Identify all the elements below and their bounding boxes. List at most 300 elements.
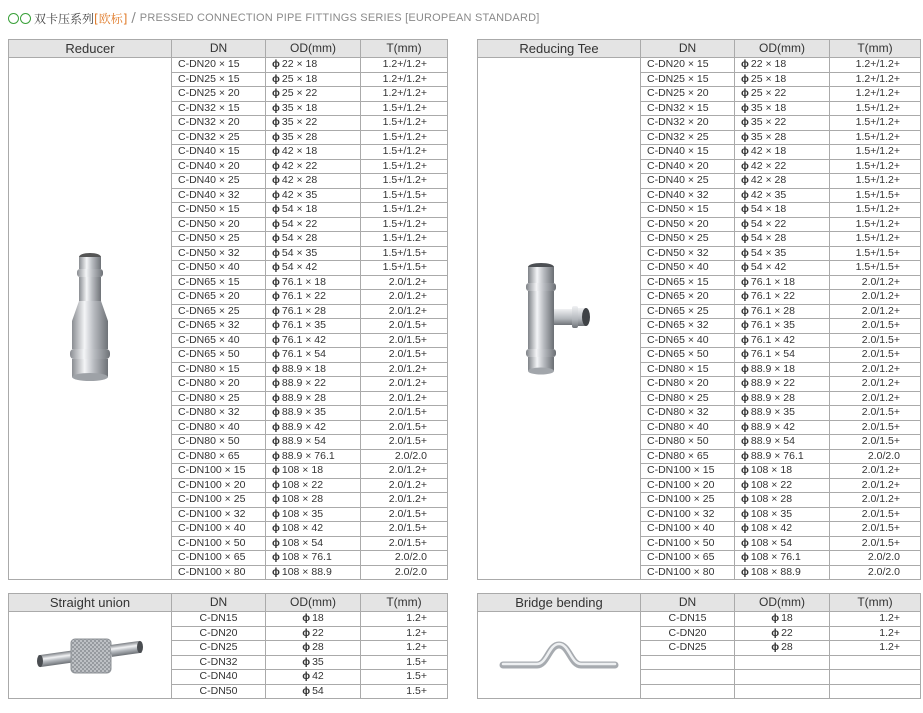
cell-od bbox=[266, 261, 361, 276]
cell-od bbox=[735, 612, 830, 627]
cell-od bbox=[266, 655, 361, 670]
cell-od-value: 42 × 35 bbox=[281, 188, 318, 201]
circle-icon bbox=[20, 13, 31, 24]
cell-od-value: 88.9 × 35 bbox=[281, 406, 326, 418]
cell-od bbox=[735, 232, 830, 247]
cell-t: 1.5+/1.2+ bbox=[830, 116, 921, 131]
diameter-symbol: ϕ bbox=[741, 362, 749, 375]
cell-od bbox=[266, 130, 361, 145]
cell-od-value: 28 bbox=[312, 641, 324, 653]
cell-dn: C-DN100 × 40 bbox=[641, 522, 735, 537]
cell-dn: C-DN40 × 20 bbox=[172, 159, 266, 174]
cell-od bbox=[266, 72, 361, 87]
cell-dn: C-DN40 × 32 bbox=[641, 188, 735, 203]
diameter-symbol: ϕ bbox=[741, 203, 749, 215]
cell-dn: C-DN100 × 65 bbox=[641, 551, 735, 566]
diameter-symbol: ϕ bbox=[272, 319, 280, 331]
cell-od bbox=[266, 362, 361, 377]
cell-od-value: 76.1 × 35 bbox=[750, 319, 795, 331]
cell-od-value: 88.9 × 76.1 bbox=[750, 449, 804, 462]
cell-od-value: 35 × 28 bbox=[750, 130, 787, 143]
cell-t: 2.0/1.5+ bbox=[830, 435, 921, 450]
cell-od-value: 54 × 18 bbox=[281, 203, 318, 215]
col-dn: DN bbox=[172, 594, 266, 612]
cell-od bbox=[266, 536, 361, 551]
cell-dn bbox=[641, 670, 735, 685]
cell-od-value: 22 bbox=[312, 626, 324, 639]
cell-od-value: 108 × 88.9 bbox=[750, 565, 801, 578]
cell-od-value: 88.9 × 22 bbox=[750, 377, 795, 389]
diameter-symbol: ϕ bbox=[272, 565, 280, 578]
cell-dn: C-DN80 × 25 bbox=[641, 391, 735, 406]
cell-od bbox=[735, 478, 830, 493]
cell-t: 1.2+ bbox=[830, 641, 921, 656]
table-row bbox=[478, 612, 921, 627]
cell-dn: C-DN40 × 15 bbox=[641, 145, 735, 160]
cell-od-value: 108 × 42 bbox=[750, 522, 793, 534]
cell-t: 1.2+ bbox=[361, 626, 448, 641]
cell-od bbox=[266, 58, 361, 73]
cell-t bbox=[830, 684, 921, 699]
cell-t: 1.5+ bbox=[361, 684, 448, 699]
cell-od bbox=[735, 174, 830, 189]
cell-t: 1.2+/1.2+ bbox=[830, 87, 921, 102]
diameter-symbol: ϕ bbox=[741, 348, 749, 360]
diameter-symbol: ϕ bbox=[272, 420, 280, 433]
cell-od bbox=[735, 420, 830, 435]
cell-od-value: 88.9 × 54 bbox=[281, 435, 326, 447]
cell-t: 1.2+ bbox=[830, 626, 921, 641]
cell-od bbox=[735, 145, 830, 160]
cell-t: 2.0/1.5+ bbox=[361, 536, 448, 551]
cell-od bbox=[266, 641, 361, 656]
cell-od bbox=[266, 159, 361, 174]
cell-od bbox=[735, 377, 830, 392]
cell-dn: C-DN65 × 50 bbox=[172, 348, 266, 363]
cell-od bbox=[266, 493, 361, 508]
diameter-symbol: ϕ bbox=[741, 464, 749, 476]
cell-od-value: 54 × 42 bbox=[750, 261, 787, 273]
product-image-cell bbox=[9, 58, 172, 580]
cell-t: 1.5+/1.2+ bbox=[361, 130, 448, 145]
cell-t: 2.0/1.5+ bbox=[830, 420, 921, 435]
cell-dn: C-DN32 × 20 bbox=[641, 116, 735, 131]
cell-dn: C-DN100 × 80 bbox=[641, 565, 735, 580]
cell-od bbox=[735, 333, 830, 348]
cell-t bbox=[830, 670, 921, 685]
diameter-symbol: ϕ bbox=[741, 174, 749, 186]
cell-od-value: 54 × 28 bbox=[750, 232, 787, 244]
cell-t: 1.5+/1.2+ bbox=[361, 217, 448, 232]
cell-od-value: 108 × 54 bbox=[750, 536, 793, 549]
cell-t: 1.5+/1.2+ bbox=[361, 116, 448, 131]
diameter-symbol: ϕ bbox=[272, 87, 280, 99]
cell-od bbox=[735, 58, 830, 73]
cell-dn: C-DN25 × 15 bbox=[172, 72, 266, 87]
diameter-symbol: ϕ bbox=[272, 348, 280, 360]
col-dn: DN bbox=[172, 40, 266, 58]
cell-od-value: 108 × 18 bbox=[750, 464, 793, 476]
cell-od-value: 88.9 × 18 bbox=[750, 362, 795, 375]
cell-dn: C-DN65 × 32 bbox=[641, 319, 735, 334]
cell-od bbox=[266, 507, 361, 522]
cell-od-value: 108 × 76.1 bbox=[281, 551, 332, 563]
cell-dn: C-DN80 × 20 bbox=[172, 377, 266, 392]
cell-od bbox=[266, 174, 361, 189]
product-name: Straight union bbox=[9, 594, 172, 612]
cell-t: 2.0/1.5+ bbox=[361, 348, 448, 363]
cell-t: 2.0/1.2+ bbox=[361, 290, 448, 305]
cell-dn: C-DN100 × 15 bbox=[641, 464, 735, 479]
cell-od-value: 76.1 × 18 bbox=[750, 275, 795, 288]
cell-od bbox=[266, 551, 361, 566]
cell-dn: C-DN65 × 40 bbox=[641, 333, 735, 348]
cell-t: 2.0/1.2+ bbox=[830, 362, 921, 377]
cell-dn: C-DN100 × 32 bbox=[641, 507, 735, 522]
cell-od-value: 88.9 × 28 bbox=[281, 391, 326, 404]
cell-od bbox=[266, 670, 361, 685]
cell-t: 1.5+/1.2+ bbox=[361, 232, 448, 247]
cell-t: 1.5+/1.5+ bbox=[361, 246, 448, 261]
diameter-symbol: ϕ bbox=[771, 626, 780, 639]
cell-od-value: 42 × 22 bbox=[750, 159, 787, 172]
cell-od-value: 76.1 × 22 bbox=[750, 290, 795, 302]
cell-dn: C-DN25 × 15 bbox=[641, 72, 735, 87]
diameter-symbol: ϕ bbox=[272, 275, 280, 288]
cell-t: 2.0/1.5+ bbox=[361, 420, 448, 435]
diameter-symbol: ϕ bbox=[272, 101, 280, 114]
product-name: Bridge bending bbox=[478, 594, 641, 612]
circle-icon bbox=[8, 13, 19, 24]
cell-od bbox=[735, 72, 830, 87]
cell-t: 2.0/1.2+ bbox=[361, 362, 448, 377]
cell-dn: C-DN50 × 32 bbox=[172, 246, 266, 261]
cell-od bbox=[735, 130, 830, 145]
cell-dn: C-DN32 × 25 bbox=[641, 130, 735, 145]
diameter-symbol: ϕ bbox=[272, 507, 280, 520]
cell-t: 1.5+/1.2+ bbox=[830, 130, 921, 145]
cell-od bbox=[266, 406, 361, 421]
cell-dn bbox=[641, 655, 735, 670]
cell-od bbox=[266, 290, 361, 305]
cell-t: 1.2+ bbox=[361, 612, 448, 627]
cell-t: 1.5+/1.2+ bbox=[361, 174, 448, 189]
cell-dn: C-DN50 bbox=[172, 684, 266, 699]
diameter-symbol: ϕ bbox=[302, 641, 311, 653]
cell-dn: C-DN65 × 25 bbox=[172, 304, 266, 319]
cell-t: 1.5+/1.2+ bbox=[830, 145, 921, 160]
diameter-symbol: ϕ bbox=[741, 536, 749, 549]
cell-od bbox=[735, 641, 830, 656]
cell-t: 1.2+/1.2+ bbox=[361, 87, 448, 102]
diameter-symbol: ϕ bbox=[741, 217, 749, 230]
diameter-symbol: ϕ bbox=[272, 217, 280, 230]
col-dn: DN bbox=[641, 40, 735, 58]
cell-od-value: 42 × 35 bbox=[750, 188, 787, 201]
cell-dn: C-DN50 × 15 bbox=[641, 203, 735, 218]
cell-od bbox=[735, 101, 830, 116]
cell-od-value: 108 × 22 bbox=[281, 478, 324, 491]
col-dn: DN bbox=[641, 594, 735, 612]
cell-od bbox=[735, 246, 830, 261]
cell-t: 2.0/2.0 bbox=[830, 449, 921, 464]
cell-dn: C-DN25 × 20 bbox=[641, 87, 735, 102]
diameter-symbol: ϕ bbox=[741, 377, 749, 389]
reducer-fitting-image bbox=[60, 249, 120, 389]
cell-t: 2.0/1.2+ bbox=[830, 478, 921, 493]
cell-od bbox=[735, 565, 830, 580]
cell-od bbox=[735, 217, 830, 232]
cell-dn: C-DN32 × 20 bbox=[172, 116, 266, 131]
diameter-symbol: ϕ bbox=[302, 626, 311, 639]
cell-dn: C-DN65 × 50 bbox=[641, 348, 735, 363]
diameter-symbol: ϕ bbox=[741, 522, 749, 534]
cell-dn: C-DN100 × 20 bbox=[641, 478, 735, 493]
cell-od-value: 35 × 22 bbox=[750, 116, 787, 128]
diameter-symbol: ϕ bbox=[741, 232, 749, 244]
cell-od-value: 35 × 18 bbox=[750, 101, 787, 114]
diameter-symbol: ϕ bbox=[272, 333, 280, 346]
diameter-symbol: ϕ bbox=[741, 261, 749, 273]
cell-od bbox=[266, 449, 361, 464]
reducing-tee-fitting-image bbox=[519, 259, 599, 379]
cell-t: 1.5+/1.5+ bbox=[830, 246, 921, 261]
cell-dn: C-DN40 × 20 bbox=[641, 159, 735, 174]
cell-od bbox=[266, 116, 361, 131]
cell-t: 1.2+/1.2+ bbox=[361, 72, 448, 87]
table-row bbox=[9, 612, 448, 627]
cell-od bbox=[266, 612, 361, 627]
cell-dn: C-DN80 × 65 bbox=[172, 449, 266, 464]
cell-od-value: 88.9 × 42 bbox=[750, 420, 795, 433]
cell-od-value: 54 × 35 bbox=[750, 246, 787, 259]
cell-dn: C-DN100 × 20 bbox=[172, 478, 266, 493]
diameter-symbol: ϕ bbox=[741, 333, 749, 346]
cell-od-value: 88.9 × 28 bbox=[750, 391, 795, 404]
cell-od-value: 108 × 22 bbox=[750, 478, 793, 491]
cell-od bbox=[266, 626, 361, 641]
cell-dn: C-DN65 × 40 bbox=[172, 333, 266, 348]
cell-od bbox=[735, 348, 830, 363]
diameter-symbol: ϕ bbox=[741, 101, 749, 114]
cell-od bbox=[735, 159, 830, 174]
cell-od bbox=[735, 362, 830, 377]
diameter-symbol: ϕ bbox=[741, 406, 749, 418]
diameter-symbol: ϕ bbox=[771, 641, 780, 653]
diameter-symbol: ϕ bbox=[272, 174, 280, 186]
diameter-symbol: ϕ bbox=[741, 188, 749, 201]
cell-t: 2.0/1.5+ bbox=[830, 536, 921, 551]
cell-od-value: 76.1 × 28 bbox=[750, 304, 795, 317]
diameter-symbol: ϕ bbox=[302, 655, 311, 668]
cell-dn: C-DN65 × 20 bbox=[172, 290, 266, 305]
cell-od bbox=[735, 275, 830, 290]
diameter-symbol: ϕ bbox=[272, 159, 280, 172]
cell-dn: C-DN32 × 15 bbox=[172, 101, 266, 116]
cell-t: 2.0/1.5+ bbox=[830, 319, 921, 334]
cell-dn: C-DN40 × 32 bbox=[172, 188, 266, 203]
cell-od bbox=[735, 655, 830, 670]
cell-od bbox=[735, 464, 830, 479]
cell-t: 2.0/1.2+ bbox=[361, 478, 448, 493]
diameter-symbol: ϕ bbox=[741, 420, 749, 433]
cell-dn: C-DN25 bbox=[172, 641, 266, 656]
cell-t: 1.5+ bbox=[361, 670, 448, 685]
cell-od bbox=[735, 551, 830, 566]
cell-od bbox=[266, 333, 361, 348]
cell-od bbox=[735, 290, 830, 305]
col-od: OD(mm) bbox=[735, 594, 830, 612]
cell-t: 1.2+ bbox=[361, 641, 448, 656]
diameter-symbol: ϕ bbox=[272, 145, 280, 157]
diameter-symbol: ϕ bbox=[771, 612, 780, 624]
cell-dn: C-DN40 bbox=[172, 670, 266, 685]
cell-od bbox=[266, 145, 361, 160]
cell-od bbox=[266, 478, 361, 493]
cell-od bbox=[735, 391, 830, 406]
cell-dn: C-DN100 × 25 bbox=[641, 493, 735, 508]
reducer-table bbox=[8, 39, 448, 580]
product-image-cell bbox=[9, 612, 172, 699]
cell-t: 1.5+/1.2+ bbox=[830, 101, 921, 116]
cell-od-value: 18 bbox=[312, 612, 324, 624]
bridge-bending-fitting-image bbox=[499, 635, 619, 675]
cell-od bbox=[266, 420, 361, 435]
cell-od-value: 76.1 × 22 bbox=[281, 290, 326, 302]
diameter-symbol: ϕ bbox=[741, 507, 749, 520]
cell-od-value: 76.1 × 54 bbox=[750, 348, 795, 360]
reducing-tee-table bbox=[477, 39, 921, 580]
cell-t: 1.5+/1.5+ bbox=[361, 188, 448, 203]
cell-t: 2.0/1.5+ bbox=[361, 522, 448, 537]
cell-dn: C-DN40 × 25 bbox=[641, 174, 735, 189]
diameter-symbol: ϕ bbox=[302, 684, 311, 697]
diameter-symbol: ϕ bbox=[741, 72, 749, 85]
cell-dn: C-DN100 × 32 bbox=[172, 507, 266, 522]
cell-t: 1.2+/1.2+ bbox=[361, 58, 448, 73]
cell-t: 2.0/1.5+ bbox=[830, 522, 921, 537]
cell-od-value: 76.1 × 54 bbox=[281, 348, 326, 360]
cell-dn: C-DN32 × 25 bbox=[172, 130, 266, 145]
diameter-symbol: ϕ bbox=[741, 565, 749, 578]
cell-dn: C-DN25 × 20 bbox=[172, 87, 266, 102]
cell-dn: C-DN80 × 32 bbox=[641, 406, 735, 421]
cell-dn: C-DN100 × 15 bbox=[172, 464, 266, 479]
cell-od bbox=[266, 319, 361, 334]
cell-dn: C-DN80 × 25 bbox=[172, 391, 266, 406]
col-t: T(mm) bbox=[830, 594, 921, 612]
diameter-symbol: ϕ bbox=[272, 478, 280, 491]
cell-od-value: 108 × 18 bbox=[281, 464, 324, 476]
diameter-symbol: ϕ bbox=[741, 449, 749, 462]
cell-od-value: 76.1 × 28 bbox=[281, 304, 326, 317]
cell-od-value: 76.1 × 42 bbox=[281, 333, 326, 346]
cell-dn: C-DN100 × 65 bbox=[172, 551, 266, 566]
cell-od bbox=[735, 319, 830, 334]
cell-dn: C-DN50 × 25 bbox=[641, 232, 735, 247]
cell-dn: C-DN65 × 32 bbox=[172, 319, 266, 334]
page-header bbox=[8, 8, 540, 28]
cell-od bbox=[266, 275, 361, 290]
cell-dn: C-DN80 × 50 bbox=[172, 435, 266, 450]
cell-t: 2.0/1.2+ bbox=[830, 391, 921, 406]
cell-dn: C-DN100 × 80 bbox=[172, 565, 266, 580]
cell-od bbox=[266, 522, 361, 537]
diameter-symbol: ϕ bbox=[741, 493, 749, 505]
cell-t: 1.5+/1.2+ bbox=[361, 159, 448, 174]
cell-od bbox=[266, 435, 361, 450]
cell-t: 1.2+ bbox=[830, 612, 921, 627]
cell-dn: C-DN100 × 40 bbox=[172, 522, 266, 537]
diameter-symbol: ϕ bbox=[741, 391, 749, 404]
cell-t: 2.0/1.2+ bbox=[361, 493, 448, 508]
cell-t: 2.0/1.5+ bbox=[361, 333, 448, 348]
cell-od-value: 54 × 22 bbox=[750, 217, 787, 230]
cell-od-value: 108 × 28 bbox=[750, 493, 793, 505]
diameter-symbol: ϕ bbox=[741, 478, 749, 491]
cell-dn: C-DN20 bbox=[641, 626, 735, 641]
cell-t: 2.0/1.2+ bbox=[361, 377, 448, 392]
cell-t: 1.2+/1.2+ bbox=[830, 58, 921, 73]
cell-t: 1.5+/1.2+ bbox=[830, 232, 921, 247]
cell-t: 2.0/1.2+ bbox=[361, 391, 448, 406]
cell-od-value: 22 × 18 bbox=[281, 58, 318, 70]
cell-dn: C-DN65 × 15 bbox=[172, 275, 266, 290]
cell-od-value: 108 × 42 bbox=[281, 522, 324, 534]
cell-od bbox=[735, 507, 830, 522]
cell-od-value: 22 bbox=[781, 626, 793, 639]
cell-od-value: 88.9 × 18 bbox=[281, 362, 326, 375]
cell-od-value: 88.9 × 76.1 bbox=[281, 449, 335, 462]
cell-dn: C-DN65 × 15 bbox=[641, 275, 735, 290]
product-image-cell bbox=[478, 58, 641, 580]
cell-dn: C-DN20 bbox=[172, 626, 266, 641]
cell-od bbox=[735, 626, 830, 641]
cell-t: 2.0/1.2+ bbox=[830, 377, 921, 392]
straight-union-fitting-image bbox=[35, 625, 145, 685]
cell-t: 1.5+/1.2+ bbox=[361, 203, 448, 218]
cell-od-value: 42 × 18 bbox=[750, 145, 787, 157]
cell-dn: C-DN80 × 15 bbox=[641, 362, 735, 377]
col-t: T(mm) bbox=[830, 40, 921, 58]
cell-dn: C-DN80 × 32 bbox=[172, 406, 266, 421]
cell-dn: C-DN32 bbox=[172, 655, 266, 670]
cell-t: 2.0/2.0 bbox=[361, 565, 448, 580]
diameter-symbol: ϕ bbox=[741, 145, 749, 157]
cell-od-value: 108 × 88.9 bbox=[281, 565, 332, 578]
cell-od bbox=[735, 116, 830, 131]
cell-od bbox=[266, 391, 361, 406]
cell-t: 1.5+/1.2+ bbox=[361, 145, 448, 160]
col-od: OD(mm) bbox=[266, 40, 361, 58]
cell-dn: C-DN100 × 25 bbox=[172, 493, 266, 508]
cell-t: 2.0/2.0 bbox=[361, 551, 448, 566]
diameter-symbol: ϕ bbox=[272, 362, 280, 375]
diameter-symbol: ϕ bbox=[272, 261, 280, 273]
cell-od-value: 108 × 76.1 bbox=[750, 551, 801, 563]
diameter-symbol: ϕ bbox=[272, 130, 280, 143]
cell-od bbox=[735, 87, 830, 102]
cell-od-value: 54 × 28 bbox=[281, 232, 318, 244]
cell-t: 1.5+/1.5+ bbox=[361, 261, 448, 276]
cell-t: 2.0/1.2+ bbox=[361, 275, 448, 290]
diameter-symbol: ϕ bbox=[741, 159, 749, 172]
cell-t: 1.5+/1.2+ bbox=[830, 203, 921, 218]
cell-od bbox=[735, 203, 830, 218]
cell-t: 2.0/1.5+ bbox=[830, 348, 921, 363]
cell-od-value: 108 × 28 bbox=[281, 493, 324, 505]
cell-t bbox=[830, 655, 921, 670]
